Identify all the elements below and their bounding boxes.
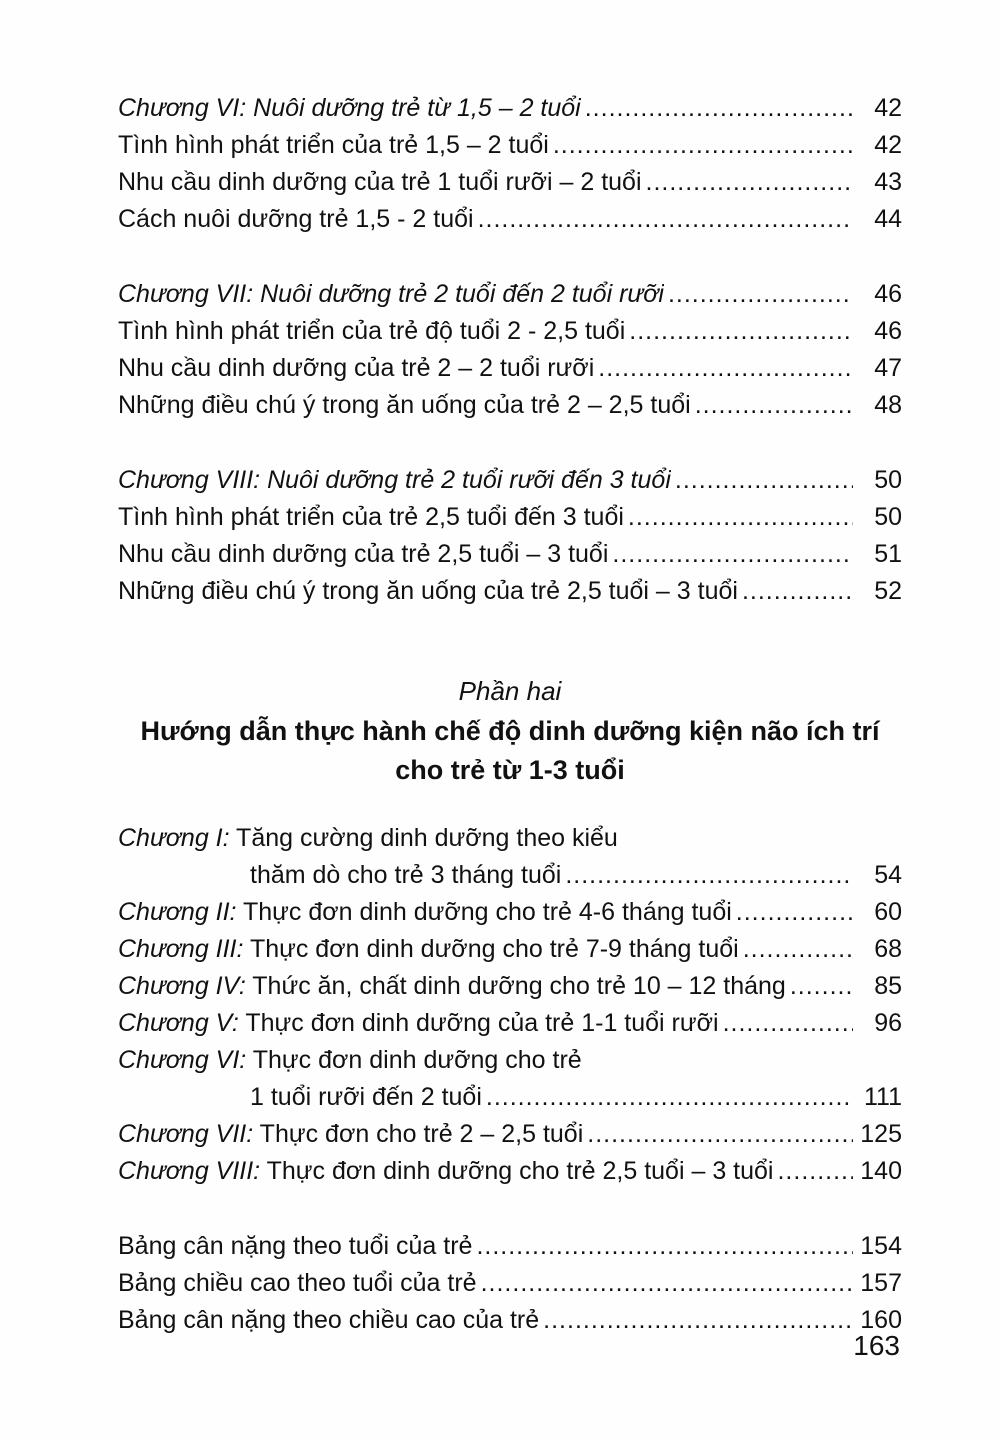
toc-entry — [118, 894, 902, 931]
toc-entry-page-number: 42 — [874, 131, 902, 159]
toc-entry-page-number: 96 — [874, 1009, 902, 1037]
toc-entry-page-number: 52 — [874, 577, 902, 605]
dot-leader — [476, 1228, 853, 1265]
toc-entry-label: Những điều chú ý trong ăn uống của trẻ 2 – 2,5 tuổi — [118, 391, 691, 419]
toc-entry-page-number: 43 — [874, 168, 902, 196]
toc-entry-page-number: 47 — [874, 354, 902, 382]
toc-entry-page-number: 44 — [874, 205, 902, 233]
toc-entry — [118, 164, 902, 201]
toc-entry-label: Chương I: Tăng cường dinh dưỡng theo kiểu — [118, 824, 618, 852]
toc-entry — [118, 1228, 902, 1265]
toc-entry — [118, 968, 902, 1005]
toc-entry-label: Bảng chiều cao theo tuổi của trẻ — [118, 1269, 477, 1297]
toc-entry-page-number: 54 — [874, 861, 902, 889]
toc-entry — [118, 573, 902, 610]
dot-leader — [629, 313, 853, 350]
dot-leader — [695, 387, 853, 424]
toc-entry-page-number: 42 — [874, 94, 902, 122]
toc-entry — [118, 1153, 902, 1190]
toc-entry — [118, 1265, 902, 1302]
dot-leader — [675, 462, 853, 499]
dot-leader — [565, 857, 853, 894]
toc-entry-label: Chương VII: Thực đơn cho trẻ 2 – 2,5 tuổi — [118, 1120, 584, 1148]
chapter-prefix: Chương V: — [118, 1009, 239, 1037]
chapter-prefix: Chương VI: — [118, 1046, 247, 1074]
part-title-line: cho trẻ từ 1-3 tuổi — [395, 755, 625, 785]
toc-entry-page-number: 125 — [860, 1120, 902, 1148]
toc-entry-page-number: 50 — [874, 466, 902, 494]
toc-entry-page-number: 48 — [874, 391, 902, 419]
toc-entry — [118, 1079, 902, 1116]
toc-group — [118, 1228, 902, 1339]
dot-leader — [736, 894, 853, 931]
dot-leader — [777, 1153, 853, 1190]
toc-group — [118, 820, 902, 1190]
toc-entry-label: Chương II: Thực đơn dinh dưỡng cho trẻ 4-6 tháng tuổi — [118, 898, 732, 926]
toc-entry-page-number: 140 — [860, 1157, 902, 1185]
toc-entry-page-number: 51 — [874, 540, 902, 568]
toc-entry — [118, 1302, 902, 1339]
toc-entry-label: Bảng cân nặng theo chiều cao của trẻ — [118, 1306, 540, 1334]
toc-entry-page-number: 85 — [874, 972, 902, 1000]
toc-entry-page-number: 157 — [860, 1269, 902, 1297]
chapter-prefix: Chương IV: — [118, 972, 246, 1000]
toc-entry-label: Chương VI: Thực đơn dinh dưỡng cho trẻ — [118, 1046, 582, 1074]
toc-entry — [118, 1005, 902, 1042]
toc-entry — [118, 276, 902, 313]
dot-leader — [598, 350, 853, 387]
toc-entry — [118, 201, 902, 238]
toc-entry-page-number: 60 — [874, 898, 902, 926]
toc-entry — [118, 857, 902, 894]
toc-entry — [118, 931, 902, 968]
dot-leader — [723, 1005, 853, 1042]
dot-leader — [486, 1079, 853, 1116]
dot-leader — [612, 536, 853, 573]
toc-entry-page-number: 111 — [863, 1083, 902, 1111]
dot-leader — [646, 164, 854, 201]
toc-entry-label: Chương VIII: Nuôi dưỡng trẻ 2 tuổi rưỡi đến 3 tuổi — [118, 466, 671, 494]
part-heading — [118, 672, 902, 790]
toc-entry-label: Cách nuôi dưỡng trẻ 1,5 - 2 tuổi — [118, 205, 474, 233]
dot-leader — [628, 499, 853, 536]
toc-entry — [118, 536, 902, 573]
toc-entry — [118, 1042, 902, 1079]
toc-entry-page-number: 46 — [874, 280, 902, 308]
toc-group — [118, 462, 902, 610]
dot-leader — [587, 1116, 853, 1153]
toc-content — [118, 90, 902, 1377]
toc-entry — [118, 90, 902, 127]
toc-entry-label: Chương III: Thực đơn dinh dưỡng cho trẻ 7-9 tháng tuổi — [118, 935, 739, 963]
chapter-prefix: Chương I: — [118, 824, 230, 852]
toc-entry-label: Nhu cầu dinh dưỡng của trẻ 2 – 2 tuổi rưỡi — [118, 354, 595, 382]
toc-entry — [118, 462, 902, 499]
dot-leader — [553, 127, 853, 164]
toc-entry-page-number: 160 — [860, 1306, 902, 1334]
dot-leader — [481, 1265, 853, 1302]
toc-entry-label: Chương VII: Nuôi dưỡng trẻ 2 tuổi đến 2 tuổi rưỡi — [118, 280, 664, 308]
toc-entry-page-number: 50 — [874, 503, 902, 531]
page-number: 163 — [853, 1330, 900, 1361]
toc-entry-label: Tình hình phát triển của trẻ 2,5 tuổi đến 3 tuổi — [118, 503, 624, 531]
toc-entry-label: thăm dò cho trẻ 3 tháng tuổi — [250, 861, 562, 889]
toc-group — [118, 90, 902, 238]
toc-entry-label: Nhu cầu dinh dưỡng của trẻ 2,5 tuổi – 3 tuổi — [118, 540, 609, 568]
toc-entry — [118, 499, 902, 536]
toc-entry-label: Chương V: Thực đơn dinh dưỡng của trẻ 1-1 tuổi rưỡi — [118, 1009, 719, 1037]
dot-leader — [543, 1302, 853, 1339]
toc-entry-label: 1 tuổi rưỡi đến 2 tuổi — [250, 1083, 482, 1111]
part-title — [118, 712, 902, 790]
chapter-prefix: Chương III: — [118, 935, 244, 963]
toc-entry-label: Chương IV: Thức ăn, chất dinh dưỡng cho trẻ 10 – 12 tháng — [118, 972, 786, 1000]
chapter-prefix: Chương VIII: — [118, 1157, 261, 1185]
part-kicker: Phần hai — [458, 676, 562, 706]
toc-entry-page-number: 46 — [874, 317, 902, 345]
toc-entry — [118, 127, 902, 164]
toc-entry-label: Chương VIII: Thực đơn dinh dưỡng cho trẻ 2,5 tuổi – 3 tuổi — [118, 1157, 774, 1185]
toc-entry-label: Nhu cầu dinh dưỡng của trẻ 1 tuổi rưỡi – 2 tuổi — [118, 168, 642, 196]
dot-leader — [790, 968, 853, 1005]
toc-entry — [118, 313, 902, 350]
toc-entry-page-number: 154 — [860, 1232, 902, 1260]
toc-entry — [118, 1116, 902, 1153]
dot-leader — [585, 90, 853, 127]
toc-entry-label: Chương VI: Nuôi dưỡng trẻ từ 1,5 – 2 tuổi — [118, 94, 581, 122]
toc-entry-label: Bảng cân nặng theo tuổi của trẻ — [118, 1232, 473, 1260]
dot-leader — [668, 276, 853, 313]
chapter-prefix: Chương VII: — [118, 1120, 254, 1148]
toc-entry-label: Những điều chú ý trong ăn uống của trẻ 2,5 tuổi – 3 tuổi — [118, 577, 738, 605]
toc-group — [118, 276, 902, 424]
dot-leader — [478, 201, 853, 238]
chapter-prefix: Chương II: — [118, 898, 237, 926]
toc-entry — [118, 350, 902, 387]
toc-entry-label: Tình hình phát triển của trẻ 1,5 – 2 tuổi — [118, 131, 549, 159]
dot-leader — [743, 931, 853, 968]
toc-entry-label: Tình hình phát triển của trẻ độ tuổi 2 - 2,5 tuổi — [118, 317, 626, 345]
toc-entry — [118, 387, 902, 424]
part-title-line: Hướng dẫn thực hành chế độ dinh dưỡng kiện não ích trí — [140, 716, 880, 746]
dot-leader — [742, 573, 853, 610]
toc-entry — [118, 820, 902, 857]
toc-entry-page-number: 68 — [874, 935, 902, 963]
